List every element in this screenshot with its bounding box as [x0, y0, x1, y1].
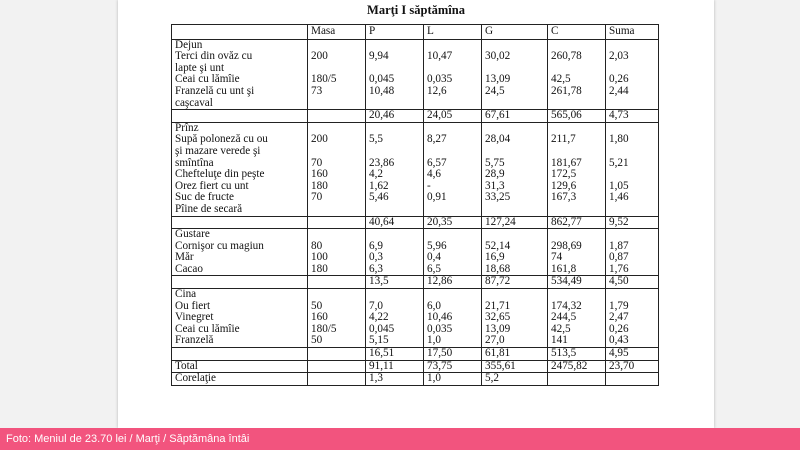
cell-g: 31,3 — [482, 181, 548, 193]
cell-g: 27,0 — [482, 335, 548, 347]
document-title: Marţi I săptămîna — [367, 3, 465, 17]
empty-cell — [606, 373, 659, 386]
empty-cell — [548, 289, 606, 301]
cell-l: 4,6 — [424, 169, 482, 181]
cell-p: 0,045 — [366, 74, 424, 86]
cell-c: 74 — [548, 252, 606, 264]
cell-p: 10,48 — [366, 86, 424, 98]
cell-masa — [308, 204, 366, 216]
cell-g — [482, 146, 548, 158]
empty-cell — [172, 276, 308, 289]
cell-g: 5,75 — [482, 158, 548, 170]
cell-suma: 1,05 — [606, 181, 659, 193]
correlation-g: 5,2 — [482, 373, 548, 386]
table-row — [172, 252, 659, 264]
cell-suma: 1,46 — [606, 192, 659, 204]
empty-cell — [308, 348, 366, 361]
cell-food: şi mazare verede şi — [172, 146, 308, 158]
cell-g: 32,65 — [482, 312, 548, 324]
cell-suma: 0,43 — [606, 335, 659, 347]
table-row — [172, 51, 659, 63]
empty-cell — [308, 276, 366, 289]
cell-food: Orez fiert cu unt — [172, 181, 308, 193]
cell-masa: 73 — [308, 86, 366, 98]
grand-total-p: 91,11 — [366, 360, 424, 373]
cell-g: 28,04 — [482, 134, 548, 146]
cell-l: 0,91 — [424, 192, 482, 204]
table-row — [172, 146, 659, 158]
header-g: G — [482, 25, 548, 40]
empty-cell — [606, 229, 659, 241]
total-suma: 9,52 — [606, 216, 659, 229]
cell-g — [482, 204, 548, 216]
empty-cell — [172, 110, 308, 123]
cell-masa: 160 — [308, 312, 366, 324]
section-header-row — [172, 229, 659, 241]
cell-food: Pîine de secară — [172, 204, 308, 216]
table-row — [172, 241, 659, 253]
cell-food: Franzelă cu unt şi — [172, 86, 308, 98]
empty-cell — [308, 216, 366, 229]
table-row — [172, 169, 659, 181]
empty-cell — [548, 229, 606, 241]
total-p: 16,51 — [366, 348, 424, 361]
empty-cell — [606, 289, 659, 301]
cell-masa: 80 — [308, 241, 366, 253]
cell-l: 5,96 — [424, 241, 482, 253]
header-suma: Suma — [606, 25, 659, 40]
cell-l: 1,0 — [424, 335, 482, 347]
table-row — [172, 324, 659, 336]
cell-g: 13,09 — [482, 74, 548, 86]
cell-suma: 2,47 — [606, 312, 659, 324]
empty-cell — [308, 373, 366, 386]
cell-p — [366, 146, 424, 158]
cell-p: 5,15 — [366, 335, 424, 347]
empty-cell — [308, 289, 366, 301]
cell-suma: 1,79 — [606, 301, 659, 313]
cell-l: - — [424, 181, 482, 193]
cell-l: 6,57 — [424, 158, 482, 170]
cell-suma: 0,87 — [606, 252, 659, 264]
cell-suma — [606, 98, 659, 110]
cell-g: 24,5 — [482, 86, 548, 98]
header-p: P — [366, 25, 424, 40]
section-total-row — [172, 216, 659, 229]
total-p: 20,46 — [366, 110, 424, 123]
total-p: 13,5 — [366, 276, 424, 289]
total-suma: 4,50 — [606, 276, 659, 289]
cell-l: 10,46 — [424, 312, 482, 324]
cell-food: Ou fiert — [172, 301, 308, 313]
cell-l: 6,5 — [424, 264, 482, 276]
table-row — [172, 264, 659, 276]
cell-suma: 2,44 — [606, 86, 659, 98]
total-l: 17,50 — [424, 348, 482, 361]
cell-suma — [606, 204, 659, 216]
cell-food: Cacao — [172, 264, 308, 276]
cell-c: 298,69 — [548, 241, 606, 253]
cell-masa: 160 — [308, 169, 366, 181]
cell-suma: 2,03 — [606, 51, 659, 63]
cell-p: 0,045 — [366, 324, 424, 336]
empty-cell — [308, 229, 366, 241]
correlation-p: 1,3 — [366, 373, 424, 386]
empty-cell — [548, 373, 606, 386]
table-header-row — [172, 25, 659, 40]
section-name: Prînz — [172, 122, 308, 134]
total-l: 20,35 — [424, 216, 482, 229]
cell-c: 260,78 — [548, 51, 606, 63]
cell-g: 16,9 — [482, 252, 548, 264]
total-l: 12,86 — [424, 276, 482, 289]
grand-total-l: 73,75 — [424, 360, 482, 373]
table-row — [172, 181, 659, 193]
section-name: Cina — [172, 289, 308, 301]
table-row — [172, 98, 659, 110]
cell-food: smîntîna — [172, 158, 308, 170]
correlation-label: Corelaţie — [172, 373, 308, 386]
header-food — [172, 25, 308, 40]
cell-masa: 200 — [308, 134, 366, 146]
cell-p: 1,62 — [366, 181, 424, 193]
grand-total-c: 2475,82 — [548, 360, 606, 373]
cell-p: 23,86 — [366, 158, 424, 170]
cell-food: Suc de fructe — [172, 192, 308, 204]
empty-cell — [424, 289, 482, 301]
grand-total-g: 355,61 — [482, 360, 548, 373]
empty-cell — [308, 360, 366, 373]
cell-g: 52,14 — [482, 241, 548, 253]
section-total-row — [172, 348, 659, 361]
cell-p: 6,9 — [366, 241, 424, 253]
cell-l — [424, 98, 482, 110]
cell-masa: 50 — [308, 301, 366, 313]
cell-food: lapte şi unt — [172, 63, 308, 75]
cell-p: 7,0 — [366, 301, 424, 313]
empty-cell — [482, 289, 548, 301]
table-row — [172, 204, 659, 216]
grand-total-row — [172, 360, 659, 373]
total-c: 565,06 — [548, 110, 606, 123]
cell-food: Vinegret — [172, 312, 308, 324]
empty-cell — [482, 229, 548, 241]
cell-p: 4,2 — [366, 169, 424, 181]
cell-suma — [606, 146, 659, 158]
cell-c: 141 — [548, 335, 606, 347]
table-row — [172, 63, 659, 75]
cell-suma: 0,26 — [606, 324, 659, 336]
cell-suma: 5,21 — [606, 158, 659, 170]
cell-masa — [308, 146, 366, 158]
empty-cell — [308, 110, 366, 123]
cell-l — [424, 204, 482, 216]
menu-table — [171, 24, 659, 386]
total-suma: 4,73 — [606, 110, 659, 123]
cell-c: 244,5 — [548, 312, 606, 324]
cell-suma: 1,80 — [606, 134, 659, 146]
cell-c — [548, 146, 606, 158]
total-c: 534,49 — [548, 276, 606, 289]
cell-masa: 200 — [308, 51, 366, 63]
cell-p: 5,5 — [366, 134, 424, 146]
cell-p — [366, 98, 424, 110]
cell-c: 42,5 — [548, 324, 606, 336]
total-c: 513,5 — [548, 348, 606, 361]
cell-g: 21,71 — [482, 301, 548, 313]
grand-total-label: Total — [172, 360, 308, 373]
total-p: 40,64 — [366, 216, 424, 229]
section-name: Dejun — [172, 39, 308, 51]
cell-p: 0,3 — [366, 252, 424, 264]
cell-suma — [606, 169, 659, 181]
cell-food: Măr — [172, 252, 308, 264]
cell-l: 0,4 — [424, 252, 482, 264]
menu-table-body — [172, 39, 659, 385]
cell-g — [482, 98, 548, 110]
table-row — [172, 301, 659, 313]
cell-masa: 50 — [308, 335, 366, 347]
cell-c: 129,6 — [548, 181, 606, 193]
correlation-l: 1,0 — [424, 373, 482, 386]
cell-masa: 180/5 — [308, 324, 366, 336]
grand-total-suma: 23,70 — [606, 360, 659, 373]
cell-p — [366, 204, 424, 216]
total-g: 61,81 — [482, 348, 548, 361]
empty-cell — [366, 229, 424, 241]
cell-g: 18,68 — [482, 264, 548, 276]
cell-g: 13,09 — [482, 324, 548, 336]
total-suma: 4,95 — [606, 348, 659, 361]
total-g: 87,72 — [482, 276, 548, 289]
section-header-row — [172, 289, 659, 301]
document-page — [118, 0, 714, 428]
header-l: L — [424, 25, 482, 40]
empty-cell — [424, 229, 482, 241]
cell-suma: 0,26 — [606, 74, 659, 86]
cell-l: 6,0 — [424, 301, 482, 313]
cell-l: 0,035 — [424, 324, 482, 336]
header-masa: Masa — [308, 25, 366, 40]
total-c: 862,77 — [548, 216, 606, 229]
cell-c — [548, 204, 606, 216]
table-row — [172, 312, 659, 324]
cell-c: 181,67 — [548, 158, 606, 170]
cell-l — [424, 146, 482, 158]
total-l: 24,05 — [424, 110, 482, 123]
cell-masa: 180 — [308, 181, 366, 193]
cell-l: 10,47 — [424, 51, 482, 63]
total-g: 127,24 — [482, 216, 548, 229]
cell-masa: 70 — [308, 192, 366, 204]
cell-c: 172,5 — [548, 169, 606, 181]
cell-food: Terci din ovăz cu — [172, 51, 308, 63]
cell-c: 174,32 — [548, 301, 606, 313]
cell-l: 0,035 — [424, 74, 482, 86]
total-g: 67,61 — [482, 110, 548, 123]
cell-masa: 180/5 — [308, 74, 366, 86]
cell-food: Supă poloneză cu ou — [172, 134, 308, 146]
cell-food: Franzelă — [172, 335, 308, 347]
photo-caption: Foto: Meniul de 23.70 lei / Marţi / Săptămâna întâi — [0, 428, 800, 450]
cell-masa: 180 — [308, 264, 366, 276]
cell-suma: 1,76 — [606, 264, 659, 276]
cell-food: caşcaval — [172, 98, 308, 110]
cell-l: 8,27 — [424, 134, 482, 146]
cell-p: 4,22 — [366, 312, 424, 324]
correlation-row — [172, 373, 659, 386]
cell-masa — [308, 98, 366, 110]
cell-food: Ceai cu lămîie — [172, 324, 308, 336]
cell-p: 5,46 — [366, 192, 424, 204]
cell-c: 161,8 — [548, 264, 606, 276]
section-total-row — [172, 276, 659, 289]
cell-c: 261,78 — [548, 86, 606, 98]
cell-g: 28,9 — [482, 169, 548, 181]
cell-c: 167,3 — [548, 192, 606, 204]
cell-suma: 1,87 — [606, 241, 659, 253]
cell-food: Cornişor cu magiun — [172, 241, 308, 253]
cell-g: 33,25 — [482, 192, 548, 204]
cell-p: 9,94 — [366, 51, 424, 63]
cell-c: 42,5 — [548, 74, 606, 86]
table-row — [172, 192, 659, 204]
cell-p: 6,3 — [366, 264, 424, 276]
cell-masa: 70 — [308, 158, 366, 170]
section-total-row — [172, 110, 659, 123]
section-name: Gustare — [172, 229, 308, 241]
empty-cell — [172, 216, 308, 229]
empty-cell — [366, 289, 424, 301]
header-c: C — [548, 25, 606, 40]
cell-food: Ceai cu lămîie — [172, 74, 308, 86]
table-row — [172, 335, 659, 347]
cell-l: 12,6 — [424, 86, 482, 98]
table-row — [172, 86, 659, 98]
cell-c: 211,7 — [548, 134, 606, 146]
empty-cell — [172, 348, 308, 361]
cell-g: 30,02 — [482, 51, 548, 63]
cell-masa: 100 — [308, 252, 366, 264]
cell-c — [548, 98, 606, 110]
cell-food: Chefteluţe din peşte — [172, 169, 308, 181]
